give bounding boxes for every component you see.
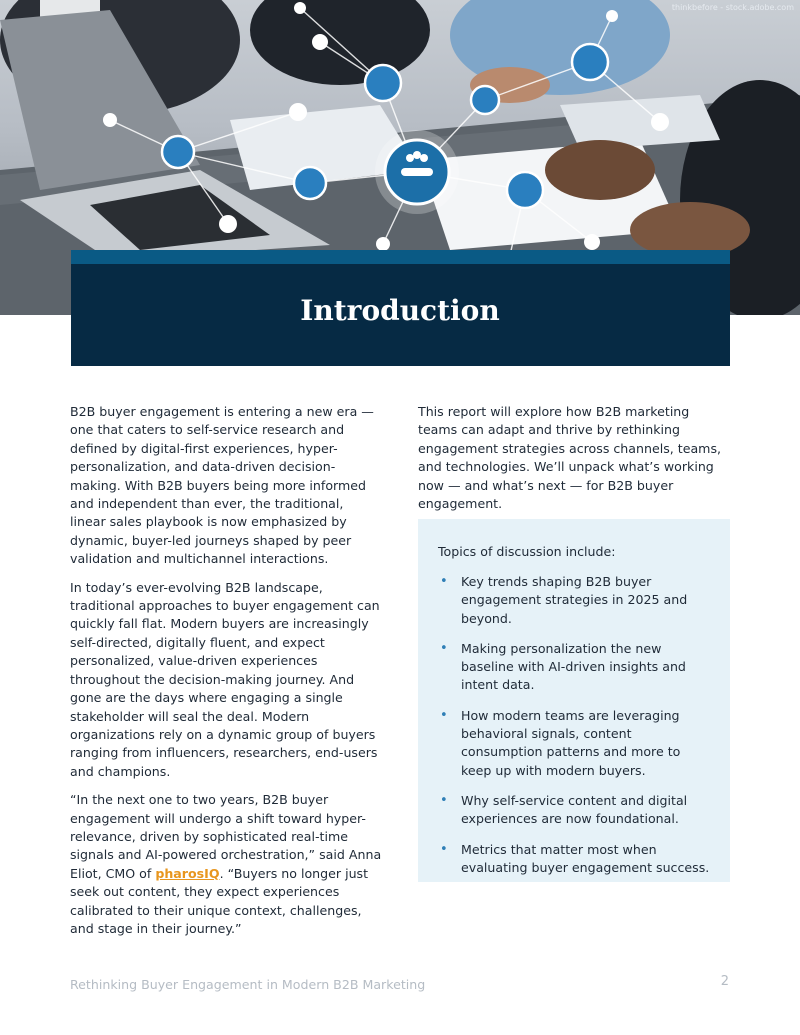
topic-text: Why self-service content and digital experiences are now foundational.	[461, 792, 688, 827]
bullet-icon: •	[440, 707, 448, 723]
left-column	[70, 403, 382, 948]
topic-text: Key trends shaping B2B buyer engagement strategies in 2025 and beyond.	[461, 574, 688, 626]
topic-text: Making personalization the new baseline with AI-driven insights and intent data.	[461, 640, 686, 693]
intro-paragraph-2: In today’s ever-evolving B2B landscape, traditional approaches to buyer engagement can quickly fall flat. Modern buyers are increasingly self-directed, digitally fluent, and expect personalized, value-driven experiences throughout the decision-making journey. And gone are the days where engaging a single stakeholder will seal the deal. Modern organizations rely on a dynamic group of buyers ranging from influencers, researchers, end-users and champions.	[70, 579, 380, 779]
intro-paragraph-1: B2B buyer engagement is entering a new era — one that caters to self-service research and defined by digital-first experiences, hyper-personalization, and data-driven decision-making. With B2B buyers being more informed and independent than ever, the traditional, linear sales playbook is now emphasized by dynamic, buyer-led journeys shaped by peer validation and multichannel interactions.	[70, 404, 374, 567]
pharosiq-link[interactable]: pharosIQ	[155, 865, 220, 881]
quote-text-start: “In the next one to two years, B2B buyer engagement will undergo a shift toward hyper-relevance, driven by sophisticated real-time signals and AI-powered orchestration,” said Anna Eliot, CMO of	[70, 792, 382, 881]
bullet-icon: •	[440, 574, 448, 589]
page-number: 2	[720, 974, 729, 989]
image-credit: thinkbefore - stock.adobe.com	[671, 3, 794, 12]
list-item	[438, 841, 710, 878]
topic-text: Metrics that matter most when evaluating buyer engagement success.	[461, 841, 710, 875]
report-overview-paragraph: This report will explore how B2B marketing teams can adapt and thrive by rethinking engagement strategies across channels, teams, and technologies. We’ll unpack what’s working now — and what’s next — for B2B buyer engagement.	[418, 404, 722, 512]
list-item	[438, 707, 710, 780]
page-title: Introduction	[300, 294, 500, 327]
list-item	[438, 792, 710, 829]
bullet-icon: •	[440, 792, 448, 808]
topics-heading: Topics of discussion include:	[438, 544, 616, 559]
topics-box	[418, 519, 730, 882]
right-column	[418, 403, 730, 523]
bullet-icon: •	[440, 841, 448, 857]
topics-list	[438, 573, 710, 877]
bullet-icon: •	[440, 640, 448, 656]
footer-title: Rethinking Buyer Engagement in Modern B2B Marketing	[70, 977, 426, 992]
quote-paragraph	[70, 791, 382, 938]
topic-text: How modern teams are leveraging behavioral signals, content consumption patterns and more to keep up with modern buyers.	[461, 707, 681, 778]
list-item	[438, 640, 710, 695]
list-item	[438, 573, 710, 628]
quote-text-end: . “Buyers no longer just seek out content, they expect experiences calibrated to their unique context, challenges, and stage in their journey.”	[70, 865, 369, 936]
banner-accent-strip	[71, 250, 730, 264]
